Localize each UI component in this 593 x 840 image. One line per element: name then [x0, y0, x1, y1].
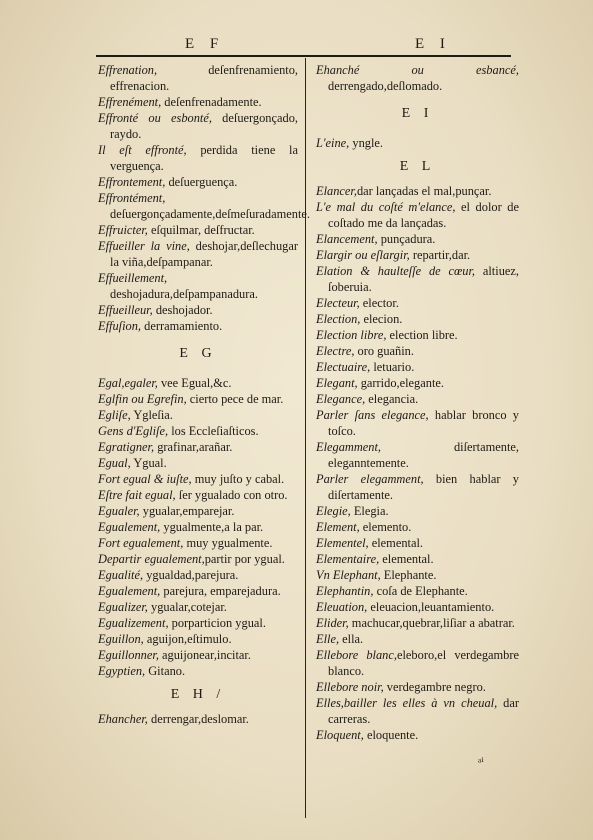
entry-translation: grafinar,arañar.	[154, 440, 233, 454]
entry-headword: Electeur,	[316, 296, 360, 310]
entry-headword: Effuſion,	[98, 319, 142, 333]
dictionary-entry	[98, 551, 298, 567]
entry-translation: elemento.	[359, 520, 412, 534]
entry-headword: Il eſt effronté,	[98, 143, 187, 157]
section-heading: E H /	[170, 687, 226, 702]
entry-translation: los Eccleſiaſticos.	[168, 424, 259, 438]
header-right: E I	[415, 36, 451, 52]
entry-headword: Eguillon,	[98, 632, 144, 646]
entry-translation: deshojadura,deſpampanadura.	[110, 287, 258, 301]
dictionary-entry	[316, 311, 519, 327]
entry-translation: elector.	[359, 296, 399, 310]
entry-translation: elemental.	[379, 552, 434, 566]
dictionary-entry	[98, 439, 298, 455]
entry-headword: Ellebore blanc,	[316, 648, 397, 662]
dictionary-entry	[98, 583, 298, 599]
dictionary-entry	[98, 455, 298, 471]
dictionary-entry	[98, 238, 298, 270]
dictionary-entry	[316, 295, 519, 311]
dictionary-entry	[316, 535, 519, 551]
dictionary-entry	[98, 302, 298, 318]
entry-translation: ygualdad,parejura.	[143, 568, 239, 582]
entry-translation: deſuergonçado, raydo.	[110, 111, 298, 141]
dictionary-entry	[316, 375, 519, 391]
dictionary-entry	[98, 391, 298, 407]
entry-translation: Ygleſia.	[130, 408, 173, 422]
dictionary-entry	[316, 695, 519, 727]
dictionary-entry	[98, 407, 298, 423]
dictionary-entry	[98, 110, 298, 142]
entry-translation: Elephante.	[380, 568, 437, 582]
entry-headword: Electuaire,	[316, 360, 371, 374]
section-heading: E L	[399, 159, 436, 174]
entry-translation: muy ygualmente.	[183, 536, 273, 550]
dictionary-entry	[316, 343, 519, 359]
entry-headword: Elementaire,	[316, 552, 380, 566]
entry-headword: Elle,	[316, 632, 340, 646]
entry-translation: yngle.	[349, 136, 384, 150]
entry-headword: Vn Elephant,	[316, 568, 381, 582]
dictionary-entry	[316, 62, 519, 94]
entry-headword: Effrontément,	[98, 191, 166, 205]
entry-headword: Parler elegamment,	[316, 472, 424, 486]
dictionary-entry	[98, 174, 298, 190]
dictionary-entry	[316, 631, 519, 647]
entry-translation: eleuacion,leuantamiento.	[367, 600, 495, 614]
entry-headword: L'eine,	[316, 136, 350, 150]
entry-headword: Egual,	[98, 456, 131, 470]
entry-headword: Ellebore noir,	[316, 680, 384, 694]
entry-translation: vee Egual,&c.	[157, 376, 232, 390]
entry-headword: Effueillement,	[98, 271, 168, 285]
dictionary-entry	[98, 599, 298, 615]
dictionary-entry	[98, 423, 298, 439]
dictionary-entry	[316, 247, 519, 263]
entry-translation: diſertamente, eleganntemente.	[328, 440, 519, 470]
entry-headword: Effrenation,	[98, 63, 158, 77]
entry-translation: elemental.	[368, 536, 423, 550]
entry-headword: Elegance,	[316, 392, 366, 406]
entry-translation: elegancia.	[365, 392, 419, 406]
dictionary-entry	[98, 631, 298, 647]
dictionary-entry	[98, 190, 310, 222]
entry-headword: Egualizer,	[98, 600, 148, 614]
entry-translation: verdegambre negro.	[383, 680, 486, 694]
entry-translation: hablar bronco y toſco.	[328, 408, 519, 438]
entry-translation: muy juſto y cabal.	[191, 472, 285, 486]
entry-headword: Egualement,	[98, 584, 161, 598]
dictionary-entry	[98, 318, 298, 334]
entry-headword: L'e mal du coſté m'elance,	[316, 200, 456, 214]
entry-headword: Egualité,	[98, 568, 144, 582]
dictionary-entry	[98, 567, 298, 583]
entry-translation: Elegia.	[350, 504, 389, 518]
entry-translation: ygualmente,a la par.	[160, 520, 264, 534]
entry-translation: derrengado,deſlomado.	[328, 79, 443, 93]
dictionary-entry	[316, 359, 519, 375]
entry-translation: perdida tiene la verguença.	[110, 143, 298, 173]
entry-headword: Egualizement,	[98, 616, 169, 630]
entry-translation: ella.	[339, 632, 364, 646]
entry-headword: Elementel,	[316, 536, 369, 550]
entry-headword: Effueiller la vine,	[98, 239, 190, 253]
entry-translation: ſer ygualado con otro.	[175, 488, 288, 502]
entry-translation: elecion.	[360, 312, 403, 326]
entry-headword: Effrenément,	[98, 95, 162, 109]
dictionary-entry	[98, 62, 298, 94]
dictionary-entry	[98, 535, 298, 551]
dictionary-entry	[316, 183, 519, 199]
entry-headword: Departir egualement,	[98, 552, 205, 566]
entry-headword: Egualer,	[98, 504, 140, 518]
entry-translation: deſenfrenamiento, effrenacion.	[110, 63, 298, 93]
dictionary-entry	[98, 142, 298, 174]
dictionary-entry	[98, 270, 298, 302]
entry-translation: dar lançadas el mal,punçar.	[356, 184, 492, 198]
entry-headword: Egal,egaler,	[98, 376, 158, 390]
entry-headword: Elargir ou eſlargir,	[316, 248, 410, 262]
entry-headword: Effronté ou esbonté,	[98, 111, 212, 125]
entry-translation: dar carreras.	[328, 696, 520, 726]
entry-headword: Election libre,	[316, 328, 387, 342]
dictionary-entry	[98, 375, 298, 391]
dictionary-entry	[316, 199, 519, 231]
entry-translation: aguijonear,incitar.	[158, 648, 251, 662]
entry-translation: repartir,dar.	[409, 248, 471, 262]
entry-headword: Egliſe,	[98, 408, 131, 422]
dictionary-entry	[316, 135, 519, 151]
entry-headword: Eglfin ou Egrefin,	[98, 392, 187, 406]
entry-headword: Egyptien,	[98, 664, 146, 678]
entry-translation: deſenfrenadamente.	[161, 95, 262, 109]
entry-headword: Eguillonner,	[98, 648, 159, 662]
entry-headword: Effrontement,	[98, 175, 166, 189]
section-heading: E I	[401, 106, 434, 121]
entry-translation: punçadura.	[377, 232, 436, 246]
entry-translation: bien hablar y diſertamente.	[328, 472, 520, 502]
dictionary-entry	[98, 615, 298, 631]
entry-translation: el dolor de coſtado me da lançadas.	[328, 200, 519, 230]
entry-translation: deshojador.	[152, 303, 213, 317]
dictionary-entry	[98, 711, 298, 727]
entry-headword: Parler ſans elegance,	[316, 408, 429, 422]
entry-headword: Electre,	[316, 344, 355, 358]
entry-translation: deshojar,deſlechugar la viña,deſpampanar.	[110, 239, 298, 269]
dictionary-entry	[316, 679, 519, 695]
dictionary-entry	[98, 487, 298, 503]
entry-translation: cierto pece de mar.	[186, 392, 284, 406]
running-header	[97, 36, 511, 54]
entry-headword: Eloquent,	[316, 728, 364, 742]
entry-translation: coſa de Elephante.	[373, 584, 468, 598]
entry-headword: Elephantin,	[316, 584, 374, 598]
entry-headword: Egratigner,	[98, 440, 155, 454]
entry-headword: Fort egualement,	[98, 536, 184, 550]
dictionary-entry	[316, 439, 519, 471]
entry-translation: aguijon,eſtimulo.	[143, 632, 232, 646]
entry-translation: machucar,quebrar,liſiar a abatrar.	[348, 616, 515, 630]
entry-translation: parejura, emparejadura.	[160, 584, 281, 598]
entry-headword: Ehancher,	[98, 712, 148, 726]
dictionary-entry	[316, 263, 519, 295]
dictionary-entry	[316, 503, 519, 519]
dictionary-entry	[316, 327, 519, 343]
entry-headword: Elegie,	[316, 504, 351, 518]
entry-translation: derramamiento.	[141, 319, 223, 333]
dictionary-entry	[316, 567, 519, 583]
entry-headword: Elegamment,	[316, 440, 382, 454]
entry-translation: oro guañin.	[354, 344, 414, 358]
entry-translation: eſquilmar, deſfructar.	[147, 223, 255, 237]
entry-headword: Election,	[316, 312, 361, 326]
entry-headword: Ehanché ou esbancé,	[316, 63, 519, 77]
dictionary-entry	[316, 471, 519, 503]
dictionary-entry	[316, 727, 519, 743]
entry-headword: Eſtre fait egual,	[98, 488, 176, 502]
entry-translation: Ygual.	[130, 456, 167, 470]
dictionary-entry	[98, 663, 298, 679]
dictionary-entry	[316, 599, 519, 615]
left-column	[98, 62, 310, 727]
entry-translation: ygualar,emparejar.	[139, 504, 235, 518]
entry-translation: eloquente.	[363, 728, 419, 742]
catchword: ᵃⁱ	[478, 755, 484, 769]
entry-headword: Elancer,	[316, 184, 357, 198]
right-column	[316, 62, 519, 743]
entry-headword: Gens d'Egliſe,	[98, 424, 169, 438]
entry-translation: letuario.	[370, 360, 415, 374]
entry-headword: Egualement,	[98, 520, 161, 534]
entry-headword: Elation & haulteſſe de cœur,	[316, 264, 476, 278]
section-heading: E G	[179, 346, 217, 361]
entry-translation: eleboro,el verdegambre blanco.	[328, 648, 519, 678]
entry-translation: partir por ygual.	[204, 552, 285, 566]
entry-translation: deſuerguença.	[165, 175, 238, 189]
entry-headword: Elles,bailler les elles à vn cheual,	[316, 696, 498, 710]
entry-translation: election libre.	[386, 328, 458, 342]
entry-headword: Effueilleur,	[98, 303, 153, 317]
dictionary-entry	[316, 583, 519, 599]
entry-translation: porparticion ygual.	[168, 616, 266, 630]
dictionary-entry	[98, 647, 298, 663]
dictionary-entry	[316, 391, 519, 407]
entry-headword: Elancement,	[316, 232, 378, 246]
dictionary-entry	[98, 471, 298, 487]
dictionary-entry	[98, 503, 298, 519]
entry-headword: Elider,	[316, 616, 349, 630]
dictionary-entry	[316, 615, 519, 631]
entry-translation: ygualar,cotejar.	[147, 600, 227, 614]
dictionary-entry	[98, 222, 298, 238]
dictionary-entry	[316, 647, 519, 679]
entry-headword: Eleuation,	[316, 600, 368, 614]
entry-translation: altiuez, ſoberuia.	[328, 264, 519, 294]
entry-translation: derrengar,deslomar.	[147, 712, 249, 726]
dictionary-entry	[316, 231, 519, 247]
header-rule	[96, 55, 511, 57]
dictionary-entry	[98, 519, 298, 535]
entry-headword: Effruicter,	[98, 223, 148, 237]
header-left: E F	[185, 36, 225, 52]
dictionary-entry	[98, 94, 298, 110]
entry-translation: garrido,elegante.	[357, 376, 444, 390]
column-divider	[305, 58, 306, 818]
entry-headword: Fort egual & iuſte,	[98, 472, 192, 486]
dictionary-entry	[316, 551, 519, 567]
entry-headword: Elegant,	[316, 376, 358, 390]
entry-translation: Gitano.	[145, 664, 186, 678]
dictionary-entry	[316, 519, 519, 535]
entry-headword: Element,	[316, 520, 360, 534]
entry-translation: deſuergonçadamente,deſmeſuradamente.	[110, 207, 310, 221]
dictionary-entry	[316, 407, 519, 439]
